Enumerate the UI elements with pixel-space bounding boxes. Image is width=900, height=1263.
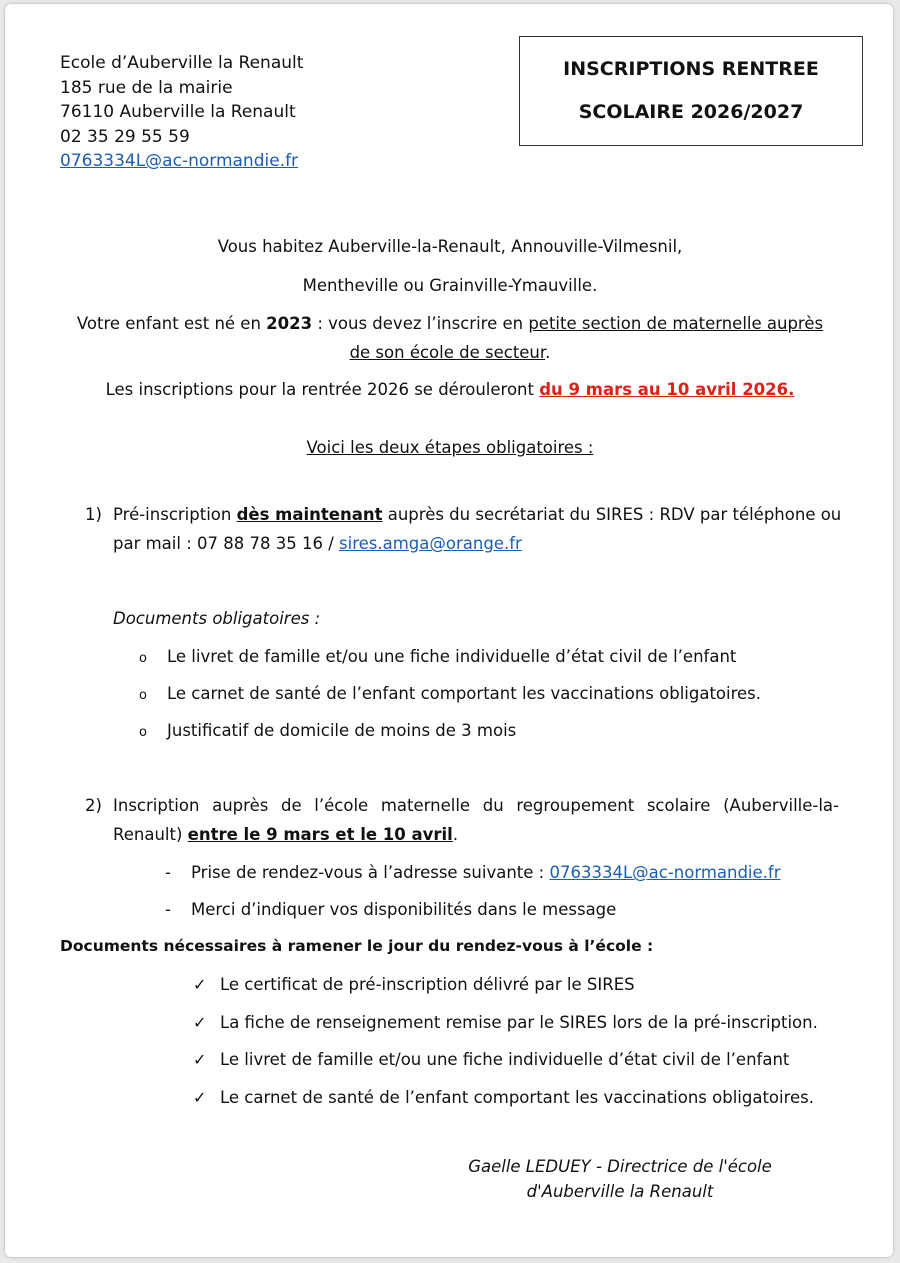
steps-heading: Voici les deux étapes obligatoires : <box>306 438 594 457</box>
circle-bullet-icon: o <box>139 688 147 703</box>
school-city: 76110 Auberville la Renault <box>60 102 296 122</box>
required-doc: La fiche de renseignement remise par le SIRES lors de la pré-inscription. <box>220 1013 818 1032</box>
step-1-doc: Le livret de famille et/ou une fiche individuelle d’état civil de l’enfant <box>167 647 737 666</box>
checkmark-icon: ✓ <box>193 975 207 994</box>
checkmark-icon: ✓ <box>193 1088 207 1107</box>
title-line-2: SCOLAIRE 2026/2027 <box>578 101 804 123</box>
step-2-item-1: Prise de rendez-vous à l’adresse suivante : 0763334L@ac-normandie.fr <box>191 863 781 882</box>
step-2-item-2: Merci d’indiquer vos disponibilités dans le message <box>191 900 617 919</box>
dash-bullet-icon: - <box>165 900 171 919</box>
step-1-doc: Justificatif de domicile de moins de 3 mois <box>167 721 517 740</box>
required-doc: Le livret de famille et/ou une fiche individuelle d’état civil de l’enfant <box>220 1050 790 1069</box>
birth-year: 2023 <box>266 314 313 333</box>
step-1-doc: Le carnet de santé de l’enfant comportant les vaccinations obligatoires. <box>167 684 762 703</box>
school-address-block <box>60 51 303 174</box>
step-2-dates: entre le 9 mars et le 10 avril <box>187 825 453 844</box>
step-1-number: 1) <box>85 505 102 524</box>
dash-bullet-icon: - <box>165 863 171 882</box>
signature-line-1: Gaelle LEDUEY - Directrice de l'école <box>468 1157 772 1176</box>
checkmark-icon: ✓ <box>193 1050 207 1069</box>
step-2-line-1: Inscription auprès de l’école maternelle du regroupement scolaire (Auberville-la- <box>113 796 839 815</box>
required-docs-heading: Documents nécessaires à ramener le jour du rendez-vous à l’école : <box>60 937 654 955</box>
step-2-line-2: Renault) entre le 9 mars et le 10 avril. <box>113 825 459 844</box>
birth-year-line-2: de son école de secteur. <box>349 343 551 362</box>
title-box <box>519 36 863 146</box>
required-doc: Le certificat de pré-inscription délivré par le SIRES <box>220 975 635 994</box>
circle-bullet-icon: o <box>139 651 147 666</box>
step-1-line-1: Pré-inscription dès maintenant auprès du secrétariat du SIRES : RDV par téléphone ou <box>113 505 842 524</box>
birth-year-line: Votre enfant est né en 2023 : vous devez l’inscrire en petite section de maternelle auprès <box>76 314 824 333</box>
step-1-docs-title: Documents obligatoires : <box>113 609 321 628</box>
sires-email-link[interactable]: sires.amga@orange.fr <box>339 534 522 553</box>
circle-bullet-icon: o <box>139 725 147 740</box>
registration-dates-line: Les inscriptions pour la rentrée 2026 se dérouleront du 9 mars au 10 avril 2026. <box>105 380 795 399</box>
school-name: Ecole d’Auberville la Renault <box>60 53 304 73</box>
school-email-link[interactable]: 0763334L@ac-normandie.fr <box>60 151 299 171</box>
checkmark-icon: ✓ <box>193 1013 207 1032</box>
petite-section-text: petite section de maternelle auprès <box>528 314 824 333</box>
intro-line-1: Vous habitez Auberville-la-Renault, Annouville-Vilmesnil, <box>217 237 683 256</box>
school-phone: 02 35 29 55 59 <box>60 126 190 147</box>
document-page <box>5 4 893 1257</box>
intro-line-2: Mentheville ou Grainville-Ymauville. <box>302 276 598 295</box>
required-doc: Le carnet de santé de l’enfant comportant les vaccinations obligatoires. <box>220 1088 815 1107</box>
step-1-line-2: par mail : 07 88 78 35 16 / sires.amga@orange.fr <box>113 534 522 553</box>
step-2-number: 2) <box>85 796 102 815</box>
step-1-bold: dès maintenant <box>236 505 383 524</box>
school-email-link-2[interactable]: 0763334L@ac-normandie.fr <box>549 863 781 882</box>
signature-line-2: d'Auberville la Renault <box>526 1182 714 1201</box>
title-line-1: INSCRIPTIONS RENTREE <box>563 58 819 80</box>
registration-dates-highlight: du 9 mars au 10 avril 2026. <box>539 380 795 399</box>
school-street: 185 rue de la mairie <box>60 77 233 98</box>
